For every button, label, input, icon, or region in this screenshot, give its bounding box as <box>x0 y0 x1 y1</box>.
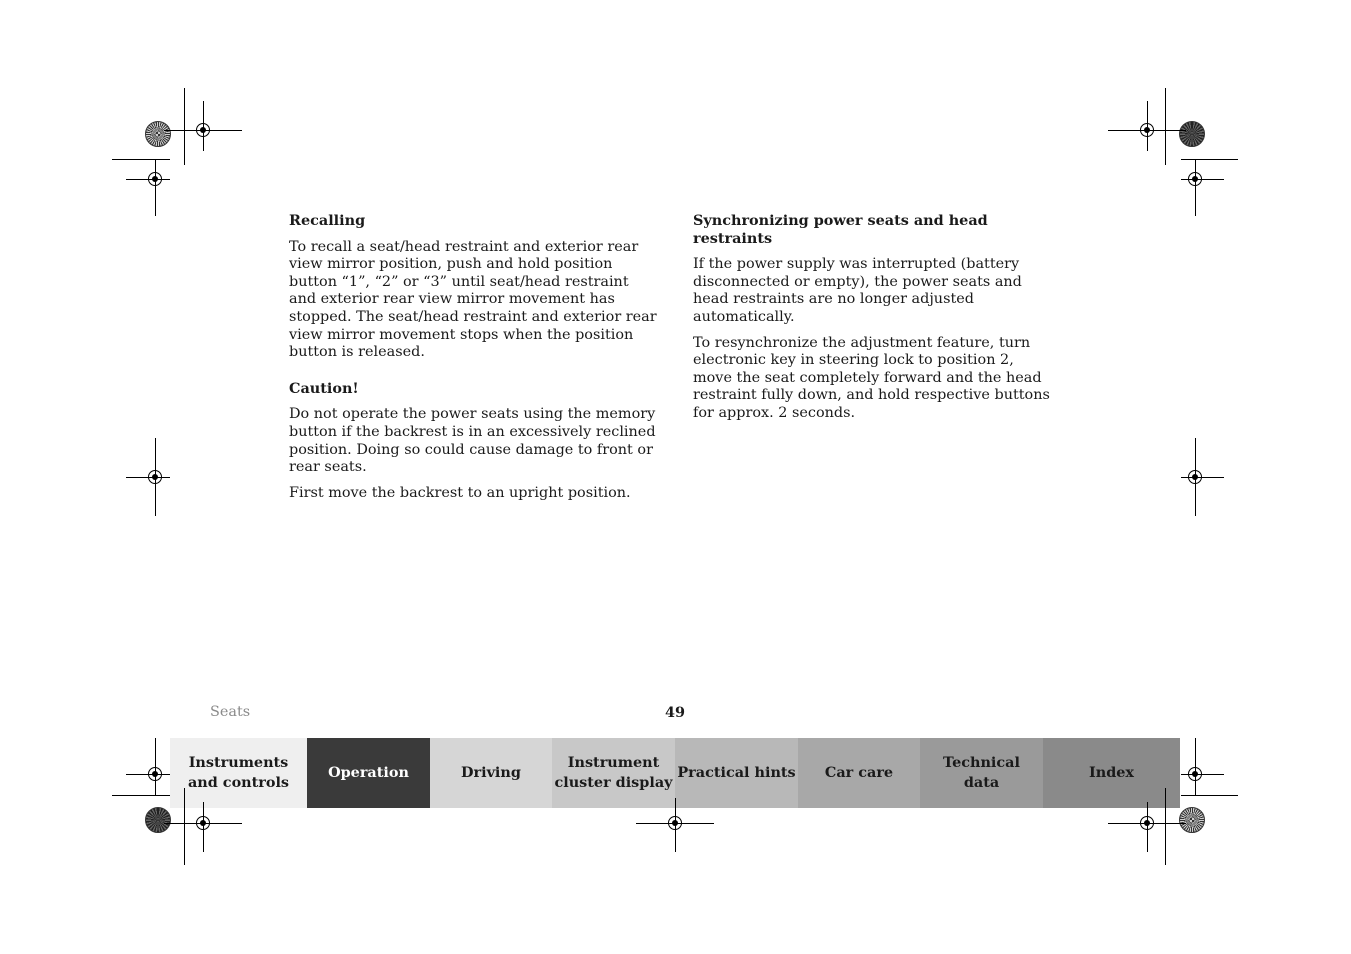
heading-recalling: Recalling <box>289 212 366 229</box>
tab-instrument-cluster-display[interactable]: Instrument cluster display <box>552 738 675 808</box>
paragraph-interrupted: If the power supply was interrupted (battery disconnected or empty), the power seats and head restraints are no longer adjusted automatically. <box>693 256 1022 325</box>
registration-rosette-icon <box>145 121 171 147</box>
registration-target-icon <box>148 767 162 781</box>
registration-target-icon <box>148 172 162 186</box>
crop-line <box>1165 788 1166 865</box>
heading-caution: Caution! <box>289 379 359 397</box>
crop-line <box>1195 160 1196 216</box>
registration-target-icon <box>196 123 210 137</box>
registration-target-icon <box>1140 816 1154 830</box>
crop-line <box>1181 795 1238 796</box>
registration-rosette-icon <box>1179 807 1205 833</box>
section-label: Seats <box>210 704 251 720</box>
heading-sync: Synchronizing power seats and head restraints <box>693 212 988 247</box>
paragraph-recalling: To recall a seat/head restraint and exterior rear view mirror position, push and hold position button “1”, “2” or “3” until seat/head restraint and exterior rear view mirror movement has stopped. The seat/head restraint and exterior rear view mirror movement stops when the position button is released. <box>289 238 657 361</box>
registration-target-icon <box>1140 123 1154 137</box>
tab-instruments-and-controls[interactable]: Instruments and controls <box>170 738 307 808</box>
tab-operation[interactable]: Operation <box>307 738 430 808</box>
tab-practical-hints[interactable]: Practical hints <box>675 738 798 808</box>
registration-target-icon <box>1188 470 1202 484</box>
crop-line <box>112 159 170 160</box>
registration-target-icon <box>1188 767 1202 781</box>
paragraph-caution: Do not operate the power seats using the memory button if the backrest is in an excessively reclined position. Doing so could cause damage to front or rear seats. <box>289 406 656 476</box>
page-number: 49 <box>664 704 686 721</box>
left-column <box>289 212 659 510</box>
crop-line <box>155 160 156 216</box>
registration-target-icon <box>1188 172 1202 186</box>
registration-target-icon <box>668 816 682 830</box>
crop-line <box>184 788 185 865</box>
paragraph-resync: To resynchronize the adjustment feature, turn electronic key in steering lock to position 2, move the seat completely forward and the head restraint fully down, and hold respective buttons for approx. 2 seconds. <box>693 334 1050 421</box>
crop-line <box>112 795 170 796</box>
tab-index[interactable]: Index <box>1043 738 1180 808</box>
crop-line <box>184 88 185 165</box>
tab-driving[interactable]: Driving <box>430 738 552 808</box>
crop-line <box>1165 88 1166 165</box>
tab-car-care[interactable]: Car care <box>798 738 920 808</box>
paragraph-upright: First move the backrest to an upright position. <box>289 484 631 501</box>
registration-rosette-icon <box>1179 121 1205 147</box>
registration-target-icon <box>148 470 162 484</box>
registration-rosette-icon <box>145 807 171 833</box>
registration-target-icon <box>196 816 210 830</box>
tab-technical-data[interactable]: Technical data <box>920 738 1043 808</box>
right-column <box>693 212 1053 431</box>
crop-line <box>1181 159 1238 160</box>
